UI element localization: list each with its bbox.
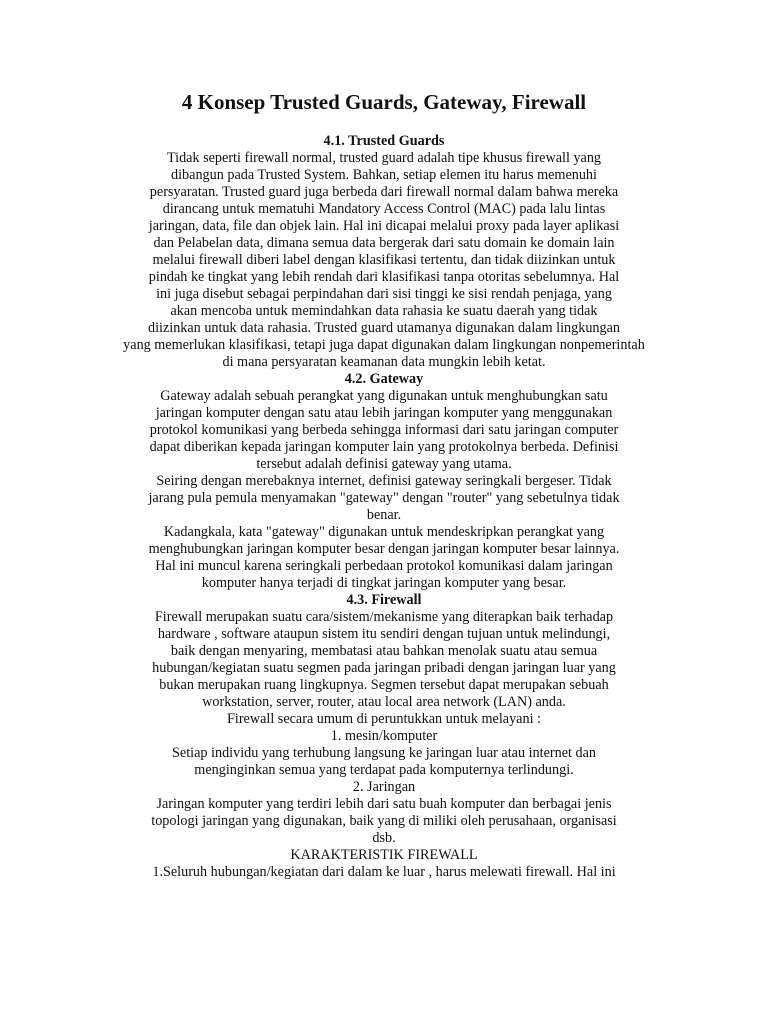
body-text-line: hardware , software ataupun sistem itu sendiri dengan tujuan untuk melindungi, (157, 626, 611, 642)
body-text-line: baik dengan menyaring, membatasi atau bahkan menolak suatu atau semua (170, 643, 598, 659)
body-text-line: bukan merupakan ruang lingkupnya. Segmen tersebut dapat merupakan sebuah (159, 677, 609, 693)
body-text-line: menghubungkan jaringan komputer besar dengan jaringan komputer besar lainnya. (148, 541, 620, 557)
body-text-line: protokol komunikasi yang berbeda sehingga informasi dari satu jaringan computer (149, 422, 619, 438)
body-text-line: 1.Seluruh hubungan/kegiatan dari dalam ke luar , harus melewati firewall. Hal ini (152, 864, 616, 880)
body-text-line: melalui firewall diberi label dengan klasifikasi tertentu, dan tidak diizinkan untuk (152, 252, 616, 268)
section-heading: 4.1. Trusted Guards (323, 133, 445, 149)
body-text-line: dan Pelabelan data, dimana semua data bergerak dari satu domain ke domain lain (153, 235, 615, 251)
body-text-line: jaringan, data, file dan objek lain. Hal ini dicapai melalui proxy pada layer aplikasi (148, 218, 620, 234)
section-heading: 4.2. Gateway (344, 371, 424, 387)
body-text-line: Kadangkala, kata "gateway" digunakan untuk mendeskripkan perangkat yang (163, 524, 605, 540)
body-text-line: ini juga disebut sebagai perpindahan dari sisi tinggi ke sisi rendah penjaga, yang (156, 286, 612, 302)
body-text-line: Firewall merupakan suatu cara/sistem/mekanisme yang diterapkan baik terhadap (154, 609, 614, 625)
body-text-line: 1. mesin/komputer (330, 728, 438, 744)
body-text-line: Hal ini muncul karena seringkali perbedaan protokol komunikasi dalam jaringan (155, 558, 613, 574)
body-text-line: 2. Jaringan (352, 779, 416, 795)
body-text-line: KARAKTERISTIK FIREWALL (290, 847, 478, 863)
section-heading: 4.3. Firewall (346, 592, 422, 608)
body-text-line: jaringan komputer dengan satu atau lebih jaringan komputer yang menggunakan (155, 405, 613, 421)
body-text-line: persyaratan. Trusted guard juga berbeda dari firewall normal dalam bahwa mereka (149, 184, 619, 200)
body-text-line: tersebut adalah definisi gateway yang utama. (256, 456, 512, 472)
body-text-line: diizinkan untuk data rahasia. Trusted guard utamanya digunakan dalam lingkungan (147, 320, 621, 336)
body-text-line: yang memerlukan klasifikasi, tetapi juga dapat digunakan dalam lingkungan nonpemerintah (123, 337, 645, 353)
body-text-line: Jaringan komputer yang terdiri lebih dari satu buah komputer dan berbagai jenis (156, 796, 612, 812)
body-text-line: dibangun pada Trusted System. Bahkan, setiap elemen itu harus memenuhi (171, 167, 597, 183)
body-text-line: Setiap individu yang terhubung langsung ke jaringan luar atau internet dan (172, 745, 596, 761)
body-text-line: akan mencoba untuk memindahkan data rahasia ke suatu daerah yang tidak (170, 303, 598, 319)
body-text-line: benar. (366, 507, 402, 523)
body-text-line: workstation, server, router, atau local area network (LAN) anda. (202, 694, 566, 710)
body-text-line: Gateway adalah sebuah perangkat yang digunakan untuk menghubungkan satu (160, 388, 608, 404)
body-text-line: dapat diberikan kepada jaringan komputer lain yang protokolnya berbeda. Definisi (149, 439, 619, 455)
body-text-line: komputer hanya terjadi di tingkat jaringan komputer yang besar. (201, 575, 567, 591)
body-text-line: Firewall secara umum di peruntukkan untuk melayani : (226, 711, 541, 727)
body-text-line: dirancang untuk mematuhi Mandatory Access Control (MAC) pada lalu lintas (162, 201, 606, 217)
body-text-line: Tidak seperti firewall normal, trusted guard adalah tipe khusus firewall yang (166, 150, 602, 166)
document-title: 4 Konsep Trusted Guards, Gateway, Firewall (181, 90, 587, 114)
document-body (0, 133, 768, 881)
body-text-line: menginginkan semua yang terdapat pada komputernya terlindungi. (194, 762, 574, 778)
body-text-line: jarang pula pemula menyamakan "gateway" dengan "router" yang sebetulnya tidak (148, 490, 620, 506)
body-text-line: dsb. (372, 830, 396, 846)
body-text-line: topologi jaringan yang digunakan, baik yang di miliki oleh perusahaan, organisasi (151, 813, 617, 829)
body-text-line: Seiring dengan merebaknya internet, definisi gateway seringkali bergeser. Tidak (156, 473, 612, 489)
body-text-line: hubungan/kegiatan suatu segmen pada jaringan pribadi dengan jaringan luar yang (152, 660, 616, 676)
body-text-line: di mana persyaratan keamanan data mungkin lebih ketat. (222, 354, 546, 370)
body-text-line: pindah ke tingkat yang lebih rendah dari klasifikasi tanpa otoritas sebelumnya. Hal (148, 269, 620, 285)
